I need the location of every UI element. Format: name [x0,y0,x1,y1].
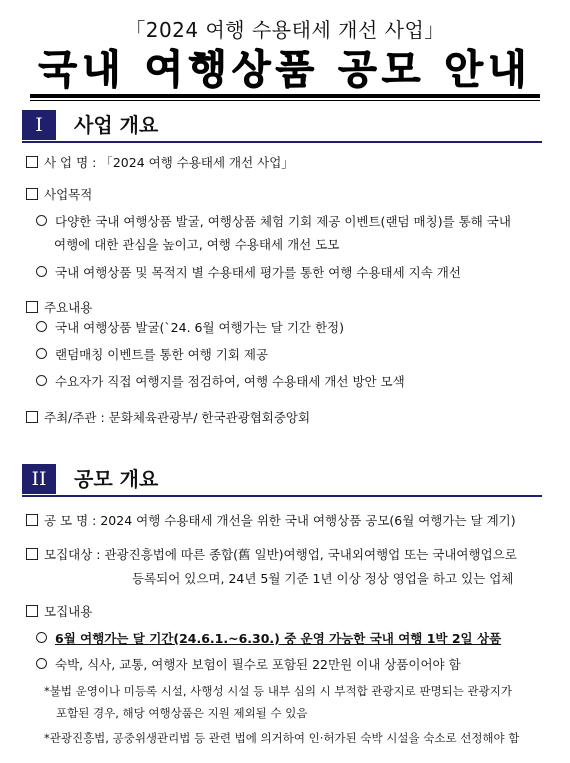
note-1: *불법 운영이나 미등록 시설, 사행성 시설 등 내부 심의 시 부적합 관광지로 판명되는 관광지가 [44,684,512,698]
content-heading-row [26,299,92,317]
target-label: 모집대상 [44,547,93,562]
purpose-item-1-continued: 여행에 대한 관심을 높이고, 여행 수용태세 개선 도모 [54,237,340,252]
target-row [26,546,517,564]
business-name-label: 사 업 명 [44,155,89,170]
section-2-number: II [22,464,56,494]
checkbox-square-icon [26,548,38,560]
checkbox-square-icon [26,514,38,526]
contest-name-row [26,512,516,530]
content-item-2-text: 랜덤매칭 이벤트를 통한 여행 기회 제공 [55,347,269,362]
circle-bullet-icon [36,215,47,226]
section-1-heading [22,110,542,140]
section-2-underline [22,495,542,497]
recruit-item-2 [36,656,461,674]
section-2-title: 공모 개요 [74,467,159,491]
header-subtitle: 「2024 여행 수용태세 개선 사업」 [125,18,445,42]
host-label: 주최/주관 [44,410,97,425]
checkbox-square-icon [26,156,38,168]
host-row [26,409,310,427]
section-2-heading [22,464,542,494]
host-value: : 문화체육관광부/ 한국관광협회중앙회 [100,410,311,425]
content-item-1-text: 국내 여행상품 발굴(`24. 6월 여행가는 달 기간 한정) [55,320,344,335]
checkbox-square-icon [26,301,38,313]
circle-bullet-icon [36,658,47,669]
section-1-number: I [22,110,56,140]
purpose-label: 사업목적 [44,187,93,202]
content-item-1 [36,319,344,337]
contest-name-value: : 2024 여행 수용태세 개선을 위한 국내 여행상품 공모(6월 여행가는 달 계기) [92,513,516,528]
page-title: 국내 여행상품 공모 안내 [38,47,532,93]
circle-bullet-icon [36,321,47,332]
document-header [30,13,540,95]
purpose-item-2-text: 국내 여행상품 및 목적지 별 수용태세 평가를 통한 여행 수용태세 지속 개선 [55,265,461,280]
content-label: 주요내용 [44,300,93,315]
recruit-label: 모집내용 [44,604,93,619]
circle-bullet-icon [36,632,47,643]
purpose-heading-row [26,186,92,204]
checkbox-square-icon [26,411,38,423]
purpose-item-1 [36,213,511,231]
checkbox-square-icon [26,605,38,617]
circle-bullet-icon [36,375,47,386]
business-name-value: : 「2024 여행 수용태세 개선 사업」 [92,155,294,170]
business-name-row [26,154,294,172]
purpose-item-1-text: 다양한 국내 여행상품 발굴, 여행상품 체험 기회 제공 이벤트(랜덤 매칭)를 통해 국내 [55,214,511,229]
section-1-title: 사업 개요 [74,113,159,137]
content-item-3-text: 수요자가 직접 여행지를 점검하여, 여행 수용태세 개선 방안 모색 [55,374,405,389]
section-1-underline [22,141,542,143]
circle-bullet-icon [36,266,47,277]
target-value-continued: 등록되어 있으며, 24년 5월 기준 1년 이상 정상 영업을 하고 있는 업체 [132,571,514,586]
purpose-item-2 [36,264,461,282]
header-rule-thin [30,100,540,101]
header-rule-thick [30,94,540,98]
recruit-item-2-text: 숙박, 식사, 교통, 여행자 보험이 필수로 포함된 22만원 이내 상품이어야 함 [55,657,461,672]
note-2: *관광진흥법, 공중위생관리법 등 관련 법에 의거하여 인·허가된 숙박 시설을 숙소로 선정해야 함 [44,731,520,745]
note-1-continued: 포함된 경우, 해당 여행상품은 지원 제외될 수 있음 [56,706,308,720]
recruit-item-1 [36,630,501,648]
target-value: : 관광진흥법에 따른 종합(舊 일반)여행업, 국내외여행업 또는 국내여행업으로 [96,547,517,562]
contest-name-label: 공 모 명 [44,513,89,528]
recruit-heading-row [26,603,92,621]
content-item-3 [36,373,405,391]
recruit-item-1-text: 6월 여행가는 달 기간(24.6.1.~6.30.) 중 운영 가능한 국내 여행 1박 2일 상품 [55,631,502,646]
circle-bullet-icon [36,348,47,359]
checkbox-square-icon [26,188,38,200]
content-item-2 [36,346,268,364]
